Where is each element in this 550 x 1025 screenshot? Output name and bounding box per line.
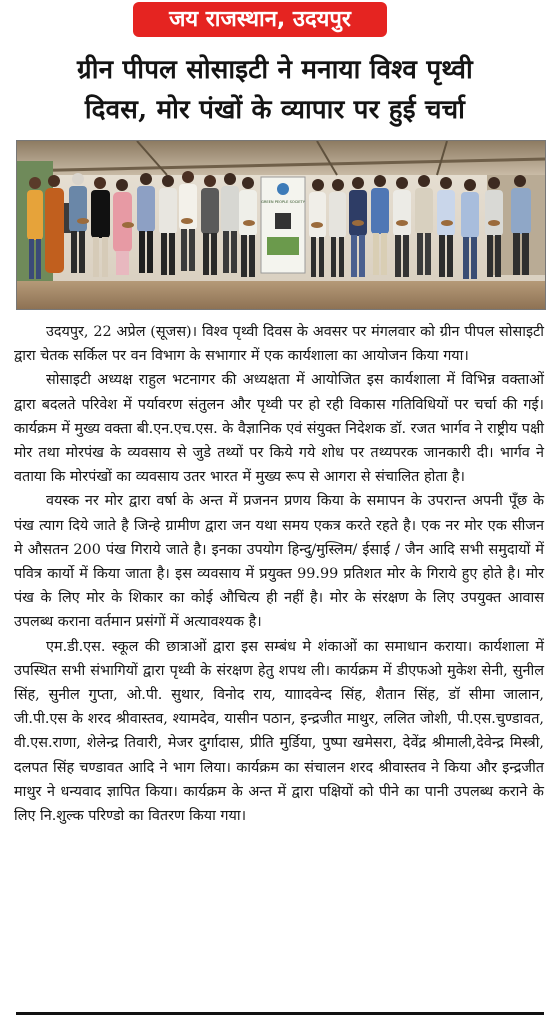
group-photo (16, 140, 546, 310)
headline (6, 50, 544, 130)
bottom-divider (16, 1012, 544, 1025)
article-paragraph-4: एम.डी.एस. स्कूल की छात्राओं द्वारा इस सम्बंध मे शंकाओं का समाधान कराया। कार्यशाला में उपस्थित सभी संभागियों द्वारा पृथ्वी के संरक्षण हेतु शपथ ली। कार्यक्रम में डीएफओ मुकेश सेनी, सुनील सिंह, सुनील गुप्ता, ओ.पी. सुथार, विनोद राय, यााादवेन्द सिंह, शैतान सिंह, डॉ सीमा जालान, जी.पी.एस के शरद श्रीवास्तव, श्यामदेव, यासीन पठान, इन्द्रजीत माथुर, ललित जोशी, पी.एस.चुण्डावत, वी.एस.राणा, शेलेन्द्र तिवारी, मेजर दुर्गादास, प्रीति मुर्डिया, पुष्पा खमेसरा, देवेंद्र श्रीमाली,देवेन्द्र मिस्त्री, दलपत सिंह चण्डावत आदि ने भाग लिया। कार्यक्रम का संचालन शरद श्रीवास्तव ने किया और इन्द्रजीत माथुर ने धन्यवाद ज्ञापित किया। कार्यक्रम के अन्त में द्वारा पक्षियों को पीने का पानी उपलब्ध कराने के लिए नि.शुल्क परिण्डो का वितरण किया गया। (14, 638, 544, 825)
article-paragraph-3: वयस्क नर मोर द्वारा वर्षा के अन्त में प्रजनन प्रणय किया के समापन के उपरान्त अपनी पूँछ के पंख त्याग दिये जाते है जिन्हे ग्रामीण द्वारा जन यथा समय एकत्र करते रहते है। एक नर मोर एक सीजन मे औसतन 200 पंख गिराये जाते है। इनका उपयोग हिन्दु/मुस्लिम/ ईसाई / जैन आदि सभी समुदायों में पवित्र कार्यो में किया जाता है। इस व्यवसाय में प्रयुक्त 99.99 प्रतिशत मोर के गिराये हुए होते है। मोर पंख के लिए मोर के शिकार का कोई औचित्य ही नहीं है। मोर के संरक्षण के लिए उपयुक्त आवास उपलब्ध कराना वर्तमान प्रसंगों में अत्यावश्यक है। (14, 493, 544, 631)
headline-line-1: ग्रीन पीपल सोसाइटी ने मनाया विश्व पृथ्वी (77, 55, 473, 85)
standee-banner-text: GREEN PEOPLE SOCIETY (261, 200, 305, 204)
article-body (14, 320, 544, 828)
headline-line-2: दिवस, मोर पंखों के व्यापार पर हुई चर्चा (84, 95, 466, 125)
source-tag: जय राजस्थान, उदयपुर (133, 2, 387, 37)
article-paragraph-1: उदयपुर, 22 अप्रेल (सूजस)। विश्व पृथ्वी दिवस के अवसर पर मंगलवार को ग्रीन पीपल सोसाइटी द्वारा चेतक सर्किल पर वन विभाग के सभागार में एक कार्यशाला का आयोजन किया गया। (14, 324, 544, 365)
article-paragraph-2: सोसाइटी अध्यक्ष राहुल भटनागर की अध्यक्षता में आयोजित इस कार्यशाला में विभिन्न वक्ताओं द्वारा बदलते परिवेश में पर्यावरण संतुलन और पृथ्वी पर हो रही विकास गतिविधियों पर चर्चा की गई। कार्यक्रम में मुख्य वक्ता बी.एन.एच.एस. के वैज्ञानिक एवं संयुक्त निदेशक डॉ. रजत भार्गव ने राष्ट्रीय पक्षी मोर तथा मोरपंख के व्यवसाय से जुडे तथ्यों पर किये गये शोध पर तथ्यपरक जानकारी दी। भार्गव ने वताया कि मोरपंखों का व्यवसाय उतर भारत में मुख्य रूप से आगरा से संचालित होता है। (14, 372, 544, 486)
